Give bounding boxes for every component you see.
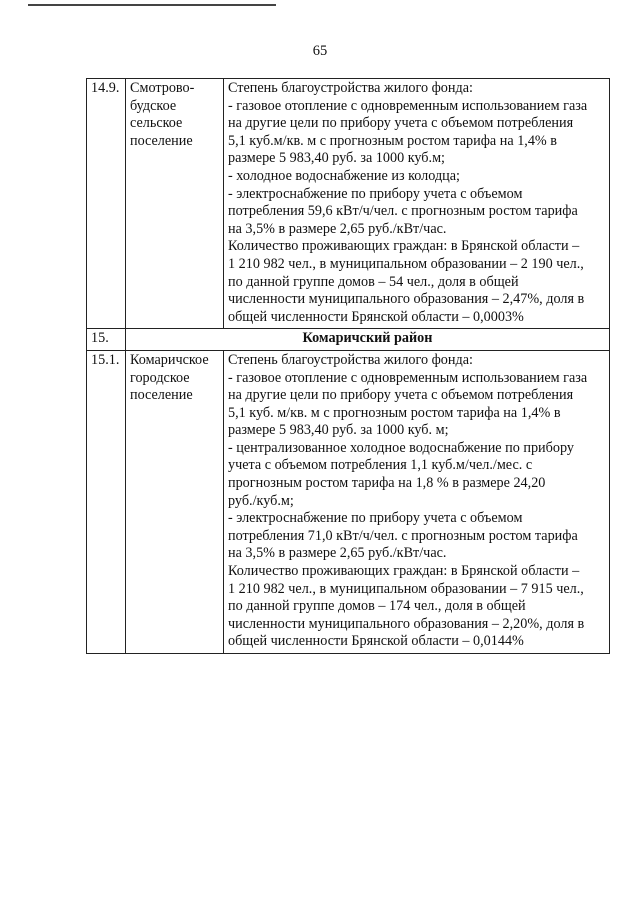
- table-row: [87, 350, 610, 653]
- top-rule: [28, 4, 276, 6]
- section-row: [87, 329, 610, 351]
- description-line: размере 5 983,40 руб. за 1000 куб.м;: [228, 150, 445, 167]
- description-line: - газовое отопление с одновременным использованием газа: [228, 97, 588, 114]
- settlement-name-line: поселение: [130, 387, 193, 404]
- description-line: на 3,5% в размере 2,65 руб./кВт/час.: [228, 220, 447, 237]
- description-line: руб./куб.м;: [228, 492, 294, 509]
- description-line: - электроснабжение по прибору учета с объемом: [228, 510, 523, 527]
- description-line: на 3,5% в размере 2,65 руб./кВт/час.: [228, 545, 447, 562]
- settlement-description: [224, 79, 610, 329]
- description-line: по данной группе домов – 174 чел., доля в общей: [228, 598, 526, 615]
- row-number: 15.1.: [87, 350, 126, 653]
- description-line: на другие цели по прибору учета с объемом потребления: [228, 115, 574, 132]
- description-line: на другие цели по прибору учета с объемом потребления: [228, 387, 574, 404]
- description-line: по данной группе домов – 54 чел., доля в общей: [228, 273, 519, 290]
- settlement-description: [224, 350, 610, 653]
- settlement-name-line: городское: [130, 369, 190, 386]
- row-number: 14.9.: [87, 79, 126, 329]
- description-line: учета с объемом потребления 1,1 куб.м/чел./мес. с: [228, 457, 533, 474]
- description-line: 1 210 982 чел., в муниципальном образовании – 2 190 чел.,: [228, 255, 584, 272]
- settlement-name-line: Комаричское: [130, 351, 209, 368]
- document-table: [86, 78, 610, 654]
- settlement-name-line: поселение: [130, 132, 193, 149]
- description-line: Количество проживающих граждан: в Брянской области –: [228, 563, 580, 580]
- settlement-name-line: будское: [130, 97, 177, 114]
- description-line: - электроснабжение по прибору учета с объемом: [228, 185, 523, 202]
- table-row: [87, 79, 610, 329]
- description-line: потребления 59,6 кВт/ч/чел. с прогнозным ростом тарифа: [228, 203, 578, 220]
- description-line: общей численности Брянской области – 0,0003%: [228, 308, 524, 325]
- description-line: размере 5 983,40 руб. за 1000 куб. м;: [228, 422, 449, 439]
- description-line: - централизованное холодное водоснабжение по прибору: [228, 439, 574, 456]
- page-number: 65: [312, 43, 328, 59]
- description-line: общей численности Брянской области – 0,0144%: [228, 633, 524, 650]
- description-line: потребления 71,0 кВт/ч/чел. с прогнозным ростом тарифа: [228, 527, 578, 544]
- description-line: Степень благоустройства жилого фонда:: [228, 80, 473, 96]
- settlement-name: [126, 79, 224, 329]
- settlement-name-line: сельское: [130, 115, 183, 132]
- description-line: - холодное водоснабжение из колодца;: [228, 167, 460, 184]
- settlement-name: [126, 350, 224, 653]
- description-line: численности муниципального образования – 2,20%, доля в: [228, 615, 585, 632]
- description-line: 1 210 982 чел., в муниципальном образовании – 7 915 чел.,: [228, 580, 584, 597]
- section-title: Комаричский район: [126, 329, 610, 351]
- description-line: численности муниципального образования – 2,47%, доля в: [228, 291, 585, 308]
- section-number: 15.: [87, 329, 126, 351]
- settlement-name-line: Смотрово-: [130, 80, 195, 96]
- description-line: - газовое отопление с одновременным использованием газа: [228, 369, 588, 386]
- description-line: Степень благоустройства жилого фонда:: [228, 351, 473, 368]
- description-line: 5,1 куб. м/кв. м с прогнозным ростом тарифа на 1,4% в: [228, 404, 561, 421]
- description-line: 5,1 куб.м/кв. м с прогнозным ростом тарифа на 1,4% в: [228, 132, 557, 149]
- description-line: Количество проживающих граждан: в Брянской области –: [228, 238, 580, 255]
- description-line: прогнозным ростом тарифа на 1,8 % в размере 24,20: [228, 475, 546, 492]
